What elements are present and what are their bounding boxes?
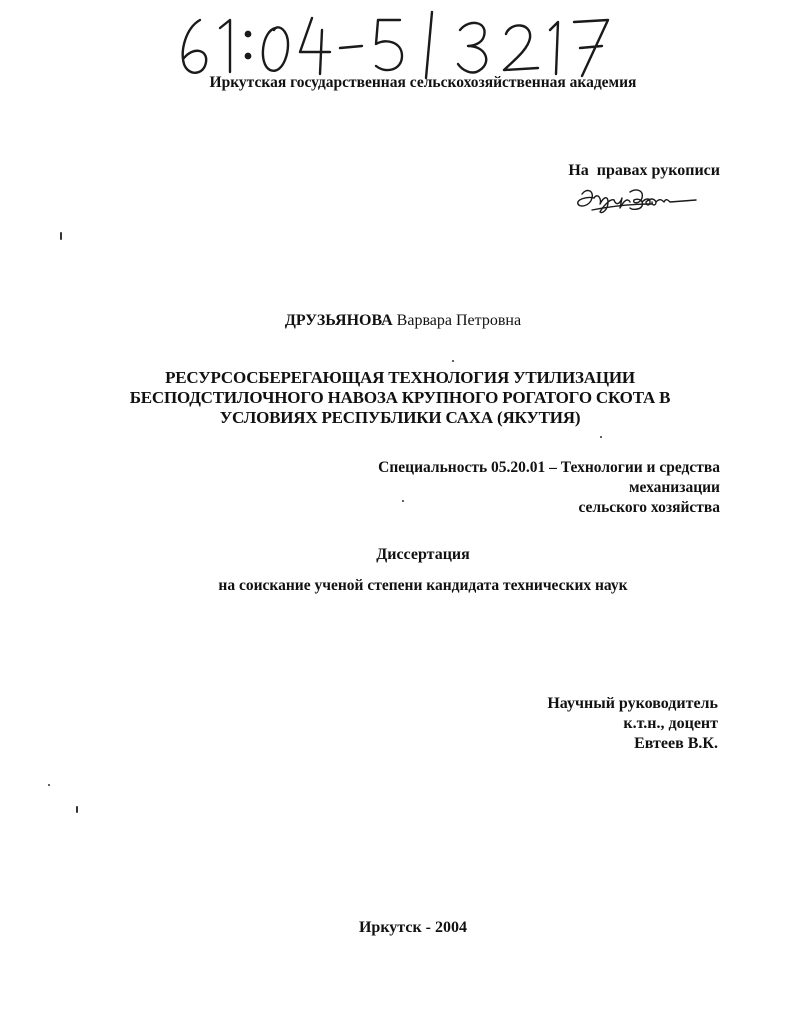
scan-speck (452, 360, 454, 362)
scan-speck (402, 500, 404, 502)
supervisor-block (547, 694, 718, 754)
document-type: Диссертация (376, 546, 470, 563)
title-line: БЕСПОДСТИЛОЧНОГО НАВОЗА КРУПНОГО РОГАТОГО СКОТА В (129, 388, 671, 407)
scan-speck (600, 436, 602, 438)
degree-statement: на соискание ученой степени кандидата технических наук (218, 577, 628, 594)
specialty-block (378, 458, 720, 518)
author-surname: ДРУЗЬЯНОВА (284, 312, 393, 329)
author-name (0, 312, 796, 330)
supervisor-line: Евтеев В.К. (634, 735, 718, 752)
supervisor-line: к.т.н., доцент (623, 715, 718, 732)
title-line: УСЛОВИЯХ РЕСПУБЛИКИ САХА (ЯКУТИЯ) (219, 408, 581, 427)
title-line: РЕСУРСОСБЕРЕГАЮЩАЯ ТЕХНОЛОГИЯ УТИЛИЗАЦИИ (165, 368, 635, 387)
dissertation-title (100, 368, 700, 428)
handwritten-signature-icon (572, 182, 702, 216)
specialty-line: Специальность 05.20.01 – Технологии и средства (378, 459, 720, 476)
specialty-line: механизации (628, 479, 720, 496)
city-year: Иркутск - 2004 (358, 919, 468, 936)
scan-speck (76, 806, 78, 813)
institution-name: Иркутская государственная сельскохозяйственная академия (209, 74, 637, 91)
supervisor-line: Научный руководитель (547, 695, 718, 712)
scan-speck (48, 784, 50, 786)
specialty-line: сельского хозяйства (578, 499, 720, 516)
handwritten-archive-code (170, 6, 620, 80)
author-given-names: Варвара Петровна (396, 312, 522, 329)
manuscript-rights-label: На правах рукописи (568, 162, 720, 179)
scan-speck (60, 232, 62, 240)
